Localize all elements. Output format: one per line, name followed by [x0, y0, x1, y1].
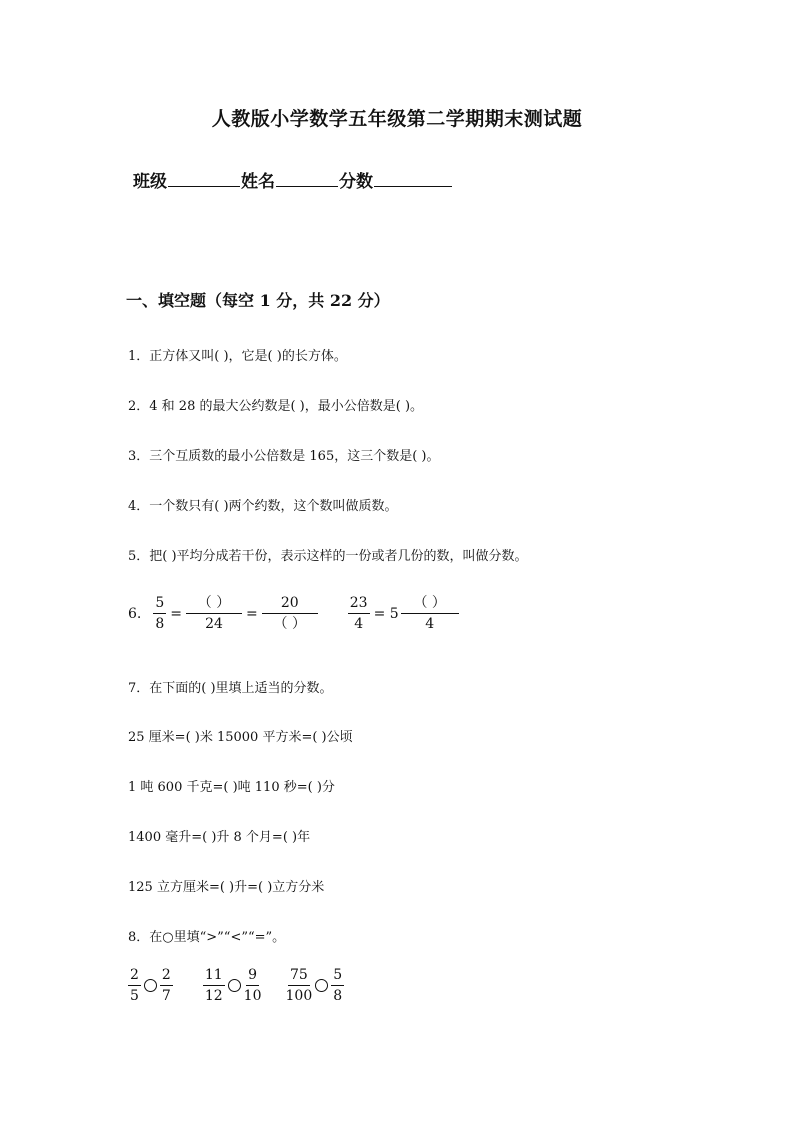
equals-sign: =: [170, 605, 183, 622]
question-4: 4．一个数只有( )两个约数，这个数叫做质数。: [128, 499, 398, 514]
q8-comparisons: [128, 968, 344, 1003]
fraction-numerator: 20: [262, 596, 318, 614]
fraction: [160, 968, 173, 1003]
fraction-numerator: 5: [331, 968, 344, 986]
name-blank[interactable]: [276, 170, 338, 187]
fraction: [186, 596, 242, 631]
fraction: [203, 968, 225, 1003]
score-label: 分数: [339, 172, 373, 192]
score-blank[interactable]: [374, 170, 452, 187]
fraction-denominator: 8: [333, 988, 343, 1004]
fraction: [401, 596, 459, 631]
q7-line-2: 1 吨 600 千克=( )吨 110 秒=( )分: [128, 780, 335, 795]
fraction-denominator[interactable]: （ ）: [273, 616, 306, 632]
fraction-numerator: 11: [203, 968, 225, 986]
fraction: [331, 968, 344, 1003]
fraction-denominator: 10: [243, 988, 262, 1004]
question-3: 3．三个互质数的最小公倍数是 165，这三个数是( )。: [128, 449, 440, 464]
fraction: [153, 596, 166, 631]
fraction-numerator[interactable]: （ ）: [186, 596, 242, 614]
fraction-denominator: 4: [354, 616, 364, 632]
q7-line-3: 1400 毫升=( )升 8 个月=( )年: [128, 830, 311, 845]
question-1: 1．正方体又叫( )，它是( )的长方体。: [128, 349, 347, 364]
compare-circle[interactable]: [144, 979, 157, 992]
equals-whole: = 5: [373, 605, 399, 622]
fraction-numerator: 5: [153, 596, 166, 614]
fraction-denominator: 100: [285, 988, 313, 1004]
fraction: [128, 968, 141, 1003]
question-7: 7．在下面的( )里填上适当的分数。: [128, 681, 333, 696]
class-label: 班级: [133, 172, 167, 192]
fraction-denominator: 4: [425, 616, 435, 632]
question-8: 8．在○里填“>”“<”“=”。: [128, 930, 286, 945]
question-2: 2．4 和 28 的最大公约数是( )，最小公倍数是( )。: [128, 399, 424, 414]
fraction: [348, 596, 370, 631]
class-blank[interactable]: [168, 170, 240, 187]
compare-circle[interactable]: [315, 979, 328, 992]
fraction-numerator: 2: [128, 968, 141, 986]
fraction-denominator: 12: [204, 988, 223, 1004]
question-5: 5．把( )平均分成若干份，表示这样的一份或者几份的数，叫做分数。: [128, 549, 528, 564]
page-title: 人教版小学数学五年级第二学期期末测试题: [211, 108, 583, 130]
q6-label: 6.: [128, 605, 142, 622]
fraction-denominator: 24: [205, 616, 223, 632]
fraction-numerator[interactable]: （ ）: [401, 596, 459, 614]
fraction-denominator: 8: [155, 616, 165, 632]
student-info-line: [133, 167, 453, 192]
fraction: [262, 596, 318, 631]
fraction: [244, 968, 262, 1003]
question-6: [128, 596, 459, 631]
fraction: [286, 968, 313, 1003]
fraction-numerator: 2: [160, 968, 173, 986]
fraction-numerator: 75: [288, 968, 310, 986]
fraction-numerator: 9: [246, 968, 259, 986]
name-label: 姓名: [241, 172, 275, 192]
q7-line-4: 125 立方厘米=( )升=( )立方分米: [128, 880, 325, 895]
equals-sign: =: [246, 605, 258, 622]
section-heading: 一、填空题（每空 1 分，共 22 分）: [126, 291, 390, 310]
fraction-denominator: 5: [130, 988, 139, 1004]
q7-line-1: 25 厘米=( )米 15000 平方米=( )公顷: [128, 730, 353, 745]
compare-circle[interactable]: [228, 979, 241, 992]
fraction-numerator: 23: [348, 596, 370, 614]
fraction-denominator: 7: [161, 988, 171, 1004]
